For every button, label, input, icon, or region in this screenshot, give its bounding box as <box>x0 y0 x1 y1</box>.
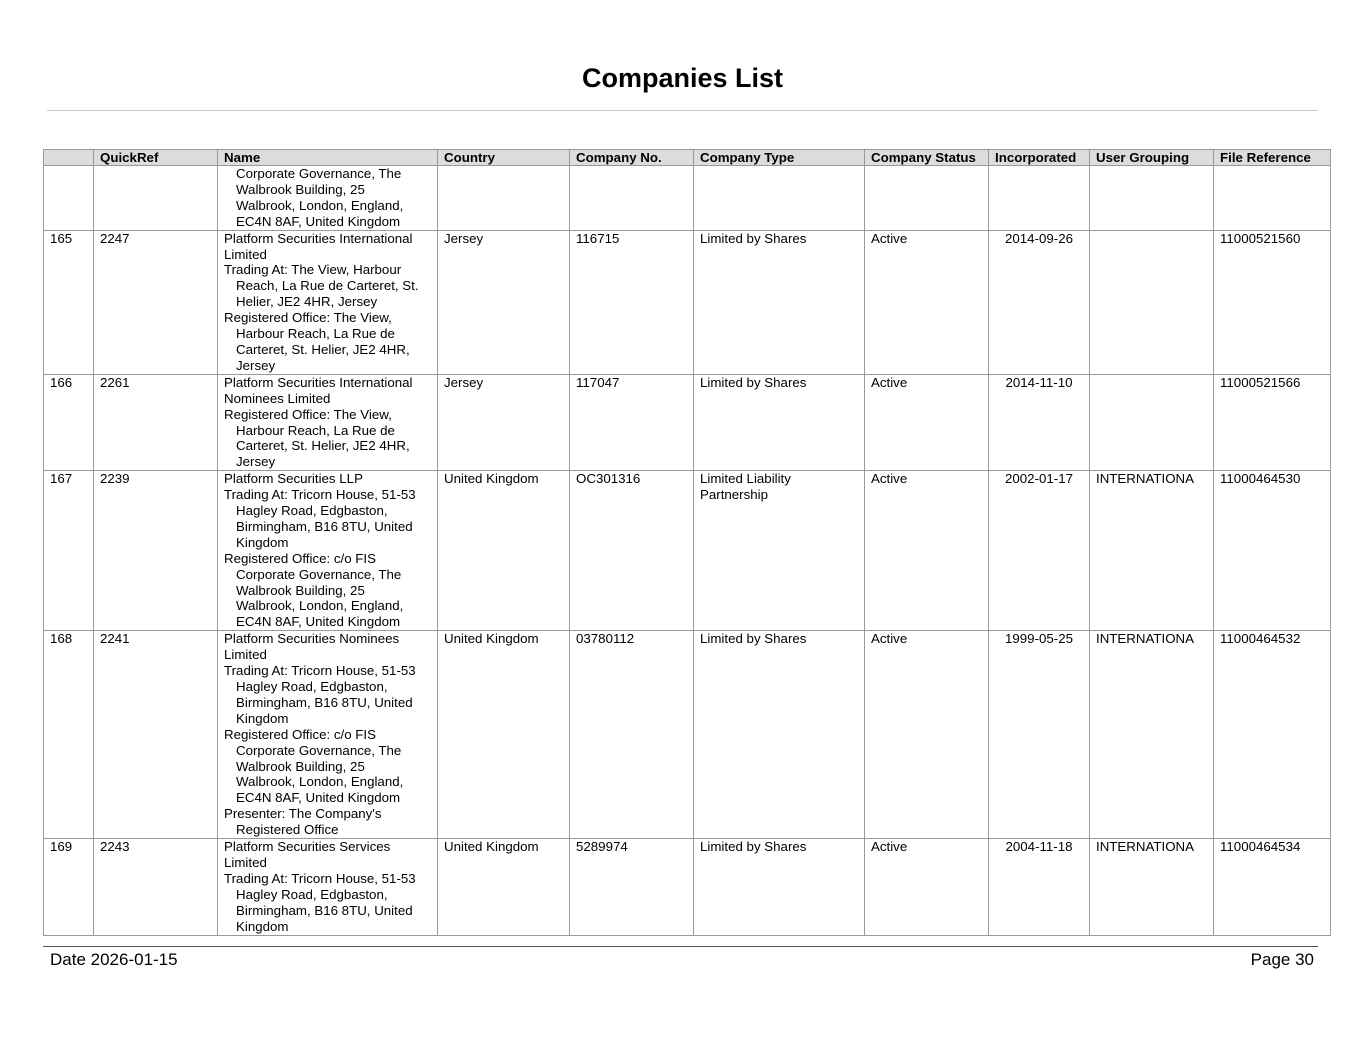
column-header-country[interactable]: Country <box>438 150 570 166</box>
column-header-index[interactable] <box>44 150 94 166</box>
address-block <box>224 487 437 551</box>
address-line: EC4N 8AF, United Kingdom <box>236 614 401 630</box>
name-cell <box>218 374 438 470</box>
company-status-cell: Active <box>865 230 989 374</box>
address-line: Walbrook Building, 25 <box>236 758 365 774</box>
incorporated-cell: 2014-11-10 <box>989 374 1090 470</box>
country-cell: Jersey <box>438 374 570 470</box>
address-line: Jersey <box>236 357 276 373</box>
address-line: Reach, La Rue de Carteret, St. <box>236 278 419 294</box>
address-line: Carteret, St. Helier, JE2 4HR, <box>236 438 410 454</box>
name-line: EC4N 8AF, United Kingdom <box>236 213 401 229</box>
company-no-cell: OC301316 <box>570 471 694 631</box>
company-type-line: Limited Liability <box>700 471 791 487</box>
table-header-row <box>44 150 1331 166</box>
name-line: Walbrook Building, 25 <box>236 181 365 197</box>
page-title: Companies List <box>581 63 784 93</box>
country-cell: Jersey <box>438 230 570 374</box>
table-row[interactable] <box>44 230 1331 374</box>
company-name-line: Nominees Limited <box>224 390 331 406</box>
address-line: Carteret, St. Helier, JE2 4HR, <box>236 341 410 357</box>
company-name-line: Limited <box>224 647 267 663</box>
address-block <box>224 551 437 631</box>
table-row[interactable] <box>44 471 1331 631</box>
file-reference-cell: 11000521566 <box>1214 374 1331 470</box>
address-block <box>224 407 437 471</box>
address-block <box>224 806 437 838</box>
name-cell <box>218 471 438 631</box>
company-name-line: Platform Securities LLP <box>224 471 363 487</box>
table-body <box>44 166 1331 936</box>
address-line: Harbour Reach, La Rue de <box>236 326 395 342</box>
address-line: Trading At: Tricorn House, 51-53 <box>224 487 416 503</box>
footer-divider <box>43 946 1318 947</box>
address-line: Walbrook Building, 25 <box>236 582 365 598</box>
file-reference-cell: 11000464530 <box>1214 471 1331 631</box>
row-number: 167 <box>44 471 94 631</box>
company-type-cell <box>694 374 865 470</box>
column-header-user-grouping[interactable]: User Grouping <box>1090 150 1214 166</box>
company-status-cell: Active <box>865 631 989 839</box>
address-line: EC4N 8AF, United Kingdom <box>236 790 401 806</box>
address-line: Registered Office: c/o FIS <box>224 726 376 742</box>
row-number: 165 <box>44 230 94 374</box>
company-type-cell <box>694 471 865 631</box>
table-row-continuation <box>44 166 1331 231</box>
country-cell: United Kingdom <box>438 631 570 839</box>
row-number: 168 <box>44 631 94 839</box>
companies-table <box>43 149 1331 936</box>
quickref-cell: 2241 <box>94 631 218 839</box>
address-line: Corporate Governance, The <box>236 566 402 582</box>
country-cell: United Kingdom <box>438 471 570 631</box>
address-line: Corporate Governance, The <box>236 742 402 758</box>
user-grouping-cell <box>1090 374 1214 470</box>
file-reference-cell: 11000464534 <box>1214 839 1331 935</box>
file-reference-cell: 11000464532 <box>1214 631 1331 839</box>
column-header-name[interactable]: Name <box>218 150 438 166</box>
company-name-line: Platform Securities International <box>224 374 413 390</box>
user-grouping-cell <box>1090 230 1214 374</box>
address-line: Kingdom <box>236 710 289 726</box>
company-status-cell: Active <box>865 374 989 470</box>
user-grouping-cell: INTERNATIONA <box>1090 839 1214 935</box>
address-line: Walbrook, London, England, <box>236 774 404 790</box>
address-line: Birmingham, B16 8TU, United <box>236 694 413 710</box>
address-line: Helier, JE2 4HR, Jersey <box>236 294 378 310</box>
column-header-company-type[interactable]: Company Type <box>694 150 865 166</box>
company-type-line: Limited by Shares <box>700 631 807 647</box>
address-block <box>224 310 437 374</box>
address-block <box>224 871 437 935</box>
title-divider <box>47 110 1318 111</box>
row-number: 166 <box>44 374 94 470</box>
address-line: Jersey <box>236 454 276 470</box>
address-line: Presenter: The Company's <box>224 806 382 822</box>
incorporated-cell: 2014-09-26 <box>989 230 1090 374</box>
address-line: Registered Office <box>236 822 339 838</box>
company-no-cell: 5289974 <box>570 839 694 935</box>
user-grouping-cell: INTERNATIONA <box>1090 471 1214 631</box>
address-line: Trading At: Tricorn House, 51-53 <box>224 663 416 679</box>
file-reference-cell: 11000521560 <box>1214 230 1331 374</box>
address-line: Walbrook, London, England, <box>236 598 404 614</box>
table-row[interactable] <box>44 839 1331 935</box>
company-name-line: Platform Securities International <box>224 230 413 246</box>
name-line: Corporate Governance, The <box>236 166 402 181</box>
quickref-cell: 2239 <box>94 471 218 631</box>
address-line: Registered Office: The View, <box>224 406 392 422</box>
name-cell <box>218 166 438 231</box>
company-type-line: Limited by Shares <box>700 839 807 855</box>
user-grouping-cell: INTERNATIONA <box>1090 631 1214 839</box>
company-type-line: Limited by Shares <box>700 374 807 390</box>
company-type-cell <box>694 631 865 839</box>
row-number: 169 <box>44 839 94 935</box>
incorporated-cell: 2002-01-17 <box>989 471 1090 631</box>
address-line: Harbour Reach, La Rue de <box>236 422 395 438</box>
column-header-company-no[interactable]: Company No. <box>570 150 694 166</box>
address-line: Hagley Road, Edgbaston, <box>236 886 388 902</box>
footer-date: Date 2026-01-15 <box>50 950 178 969</box>
name-cell <box>218 230 438 374</box>
company-name-line: Platform Securities Services <box>224 839 391 855</box>
company-status-cell: Active <box>865 471 989 631</box>
company-name-line: Limited <box>224 246 267 262</box>
company-type-cell <box>694 839 865 935</box>
country-cell: United Kingdom <box>438 839 570 935</box>
column-header-quickref[interactable]: QuickRef <box>94 150 218 166</box>
address-line: Registered Office: c/o FIS <box>224 550 376 566</box>
name-cell <box>218 631 438 839</box>
company-name-line: Platform Securities Nominees <box>224 631 400 647</box>
table-row[interactable] <box>44 631 1331 839</box>
quickref-cell: 2247 <box>94 230 218 374</box>
quickref-cell: 2261 <box>94 374 218 470</box>
company-no-cell: 117047 <box>570 374 694 470</box>
column-header-company-status[interactable]: Company Status <box>865 150 989 166</box>
column-header-incorporated[interactable]: Incorporated <box>989 150 1090 166</box>
address-line: Birmingham, B16 8TU, United <box>236 518 413 534</box>
footer-page-number: Page 30 <box>1250 950 1314 969</box>
address-line: Registered Office: The View, <box>224 310 392 326</box>
company-no-cell: 03780112 <box>570 631 694 839</box>
company-type-line: Limited by Shares <box>700 230 807 246</box>
address-block <box>224 663 437 727</box>
company-status-cell: Active <box>865 839 989 935</box>
quickref-cell: 2243 <box>94 839 218 935</box>
name-cell <box>218 839 438 935</box>
address-line: Kingdom <box>236 918 289 934</box>
address-block <box>224 727 437 807</box>
incorporated-cell: 2004-11-18 <box>989 839 1090 935</box>
company-type-cell <box>694 230 865 374</box>
table-row[interactable] <box>44 374 1331 470</box>
address-line: Hagley Road, Edgbaston, <box>236 503 388 519</box>
company-no-cell: 116715 <box>570 230 694 374</box>
address-line: Birmingham, B16 8TU, United <box>236 902 413 918</box>
address-line: Kingdom <box>236 534 289 550</box>
address-line: Hagley Road, Edgbaston, <box>236 679 388 694</box>
incorporated-cell: 1999-05-25 <box>989 631 1090 839</box>
name-line: Walbrook, London, England, <box>236 197 404 213</box>
address-block <box>224 262 437 310</box>
address-line: Trading At: Tricorn House, 51-53 <box>224 870 416 886</box>
column-header-file-reference[interactable]: File Reference <box>1214 150 1331 166</box>
company-type-line: Partnership <box>700 487 768 503</box>
address-line: Trading At: The View, Harbour <box>224 262 402 278</box>
company-name-line: Limited <box>224 854 267 870</box>
